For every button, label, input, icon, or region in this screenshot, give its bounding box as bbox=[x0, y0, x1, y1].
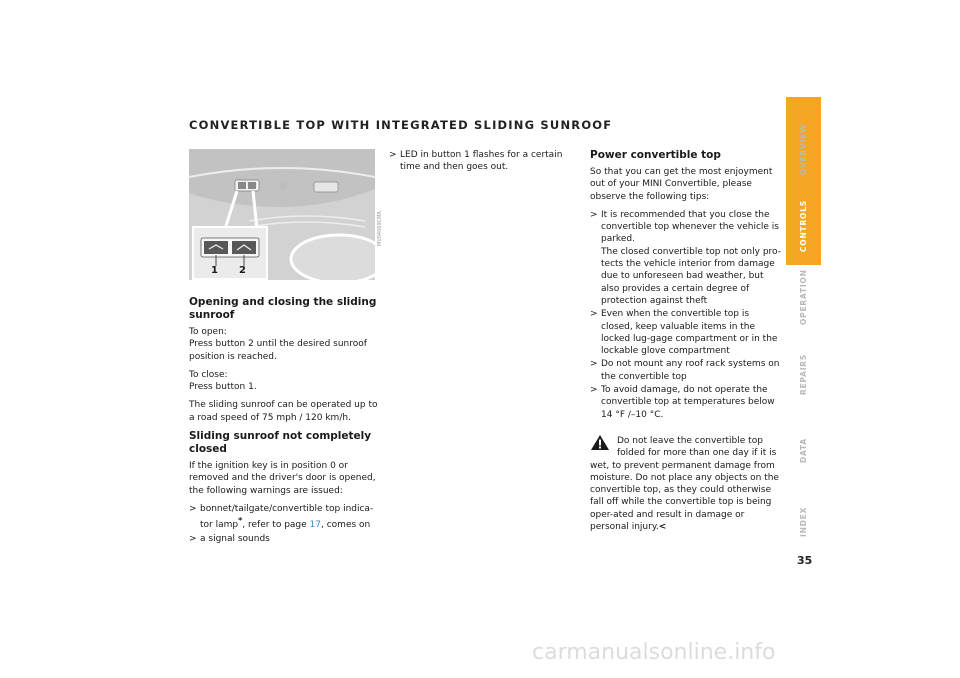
page-number: 35 bbox=[797, 554, 813, 567]
close-text: Press button 1. bbox=[189, 382, 257, 393]
list-item bbox=[189, 503, 384, 532]
list-item: > To avoid damage, do not operate the convertible top at temperatures below 14 °F /–10 °C. bbox=[590, 384, 782, 421]
bullet-text: It is recommended that you close the convertible top whenever the vehicle is parked. bbox=[601, 209, 779, 245]
close-block bbox=[189, 369, 384, 394]
figure-label-button-1: 1 bbox=[211, 265, 218, 276]
bullet-text: bonnet/tailgate/convertible top indica-tor lamp bbox=[200, 503, 374, 531]
sidebar-item-repairs[interactable]: REPAIRS bbox=[799, 353, 808, 395]
sidebar-item-index[interactable]: INDEX bbox=[799, 506, 808, 537]
speed-text: The sliding sunroof can be operated up to a road speed of 75 mph / 120 km/h. bbox=[189, 400, 378, 423]
open-block bbox=[189, 326, 384, 363]
warning-text: wet, to prevent permanent damage from moisture. Do not place any objects on the convertible top, as they could otherwise fall off while the convertible top is being oper-ated and result in damage or personal injury. bbox=[590, 460, 779, 533]
heading-opening-closing: Opening and closing the sliding sunroof bbox=[189, 296, 377, 321]
warning-triangle-icon bbox=[590, 434, 610, 451]
heading-power-top: Power convertible top bbox=[590, 149, 721, 161]
figure-label-button-2: 2 bbox=[239, 265, 246, 276]
column-1 bbox=[189, 296, 384, 546]
bullet-text: , refer to page bbox=[242, 520, 310, 531]
close-label: To close: bbox=[189, 369, 228, 380]
option-star: * bbox=[238, 516, 243, 526]
bullet-text: The closed convertible top not only pro-tects the vehicle interior from damage due to unforeseen bad weather, but also provides a certain degree of protection against theft bbox=[601, 246, 781, 306]
warning-first-lines: Do not leave the convertible top folded for more than one day if it is bbox=[617, 435, 777, 459]
sidebar-item-operation[interactable]: OPERATION bbox=[799, 269, 808, 325]
bullet-text: , comes on bbox=[321, 520, 371, 531]
power-top-intro: So that you can get the most enjoyment out of your MINI Convertible, please observe the following tips: bbox=[590, 167, 773, 202]
list-item: > Even when the convertible top is closed, keep valuable items in the locked lug-gage compartment or in the lockable glove compartment bbox=[590, 308, 782, 357]
page-title: CONVERTIBLE TOP WITH INTEGRATED SLIDING SUNROOF bbox=[189, 118, 613, 132]
end-mark: < bbox=[658, 522, 667, 533]
sidebar-item-controls[interactable]: CONTROLS bbox=[799, 199, 808, 252]
heading-not-closed: Sliding sunroof not completely closed bbox=[189, 430, 372, 456]
sunroof-switch-figure bbox=[189, 149, 375, 280]
column-3 bbox=[590, 149, 782, 533]
open-label: To open: bbox=[189, 327, 227, 337]
figure-code: MV04069CMA bbox=[377, 211, 383, 246]
list-item bbox=[590, 209, 782, 307]
page-link[interactable]: 17 bbox=[309, 520, 321, 531]
sidebar-item-data[interactable]: DATA bbox=[799, 438, 808, 463]
warnings-intro: If the ignition key is in position 0 or removed and the driver's door is opened, the following warnings are issued: bbox=[189, 461, 376, 496]
warning-block bbox=[590, 435, 782, 533]
list-item: > a signal sounds bbox=[189, 533, 384, 545]
list-item: > Do not mount any roof rack systems on the convertible top bbox=[590, 358, 782, 383]
list-item: > LED in button 1 flashes for a certain time and then goes out. bbox=[389, 149, 581, 174]
open-text: Press button 2 until the desired sunroof position is reached. bbox=[189, 339, 367, 362]
sunroof-switch-illustration bbox=[189, 149, 375, 280]
watermark: carmanualsonline.info bbox=[532, 640, 776, 665]
sidebar-item-overview[interactable]: OVERVIEW bbox=[799, 123, 808, 175]
column-2 bbox=[389, 149, 581, 175]
